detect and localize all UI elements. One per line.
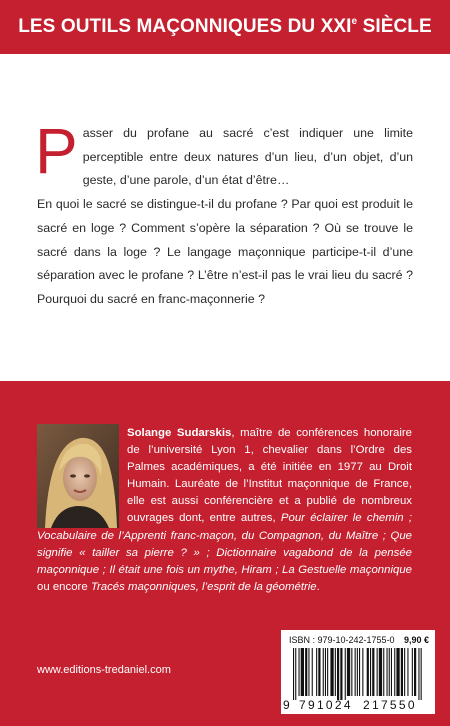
barcode-bar <box>407 648 408 696</box>
intro-paragraph-2: En quoi le sacré se distingue-t-il du profane ? Par quoi est produit le sacré en loge ? Comment s’opère la séparation ? Où se trouve le sacré dans la loge ? Le langage maçonnique participe-t-il d’une séparation avec le profane ? L’être n’est-il pas le vrai lieu du sacré ? Pourquoi du sacré en franc-maçonnerie ? <box>37 197 413 306</box>
author-works-list: Pour éclairer le chemin ; Vocabulaire de l’Apprenti franc-maçon, du Compagnon, du Maître ; Que signifie « tailler sa pierre ? » ; Dictionnaire vagabond de la pensée maçonnique ; Il était une fois un mythe, Hiram ; La Gestuelle maçonnique <box>37 512 412 576</box>
barcode-bar <box>362 648 363 696</box>
barcode-bar <box>357 648 358 696</box>
author-bio <box>37 425 412 596</box>
author-bio-part-1: , maître de conférences honoraire de l’université Lyon 1, chevalier dans l’Ordre des Palmes académiques, a été initiée en 1977 au Droit Humain. Lauréate de l’Institut maçonnique de France, elle est aussi conférencière et a publié de nombreux ouvrages dont, entre autres, <box>127 427 412 525</box>
barcode-bar <box>327 648 328 696</box>
barcode-bar <box>293 648 294 700</box>
isbn: ISBN : 979-10-242-1755-0 <box>289 635 395 645</box>
barcode-bar <box>325 648 326 696</box>
barcode-bar <box>372 648 374 696</box>
author-bio-part-2: ou encore <box>37 580 91 593</box>
barcode-bar <box>355 648 356 696</box>
barcode-bar <box>330 648 333 696</box>
barcode-digits <box>283 698 433 712</box>
barcode-bar <box>308 648 309 696</box>
barcode-bar <box>351 648 352 696</box>
barcode-digit-group-1: 791024 <box>299 698 353 712</box>
barcode-bar <box>394 648 395 696</box>
intro-text <box>35 115 413 312</box>
barcode-digit-first: 9 <box>283 698 290 712</box>
barcode-bar <box>377 648 378 696</box>
barcode-bar <box>418 648 419 700</box>
barcode-bar <box>347 648 350 696</box>
price: 9,90 € <box>403 635 429 645</box>
barcode-bar <box>316 648 317 696</box>
barcode-bar <box>305 648 307 696</box>
series-title-main: LES OUTILS MAÇONNIQUES DU XXI <box>18 16 352 37</box>
barcode-bar <box>299 648 300 696</box>
barcode-bar <box>359 648 360 696</box>
barcode-bar <box>335 648 336 696</box>
barcode-bar <box>379 648 382 696</box>
publisher-website: www.editions-tredaniel.com <box>37 664 171 676</box>
barcode-bar <box>391 648 392 696</box>
barcode-box <box>281 630 435 714</box>
barcode-bar <box>367 648 369 696</box>
barcode-bar <box>389 648 390 696</box>
barcode-bar <box>387 648 388 696</box>
barcode-bar <box>421 648 422 700</box>
barcode-bar <box>318 648 320 696</box>
barcode-bar <box>401 648 403 696</box>
drop-cap: P <box>35 115 78 187</box>
barcode-bar <box>295 648 296 700</box>
header-band <box>0 0 450 54</box>
series-title-end: SIÈCLE <box>357 16 432 37</box>
barcode-bar <box>345 648 346 700</box>
author-bio-part-3: . <box>316 580 320 593</box>
photo-spacer <box>37 425 127 525</box>
series-title-superscript: e <box>351 15 358 27</box>
barcode-bar <box>404 648 405 696</box>
barcode-bar <box>301 648 304 696</box>
intro-paragraph-1-text: asser du profane au sacré c’est indiquer une limite perceptible entre deux natures d’un lieu, d’un objet, d’un geste, d’une parole, d’un état d’être… <box>82 126 413 188</box>
series-title <box>18 16 432 38</box>
barcode <box>293 648 423 700</box>
isbn-line <box>289 633 429 647</box>
author-work-last: Tracés maçonniques, l’esprit de la géométrie <box>90 580 317 593</box>
author-name: Solange Sudarskis <box>127 427 232 439</box>
barcode-digit-group-2: 217550 <box>363 698 417 712</box>
barcode-bar <box>323 648 324 696</box>
barcode-bar <box>412 648 413 696</box>
barcode-bar <box>383 648 384 696</box>
barcode-bar <box>340 648 342 700</box>
barcode-bar <box>414 648 416 696</box>
intro-paragraph-1 <box>35 115 413 193</box>
barcode-bar <box>370 648 371 696</box>
barcode-bar <box>396 648 399 696</box>
barcode-bar <box>337 648 339 700</box>
barcode-bar <box>312 648 313 696</box>
